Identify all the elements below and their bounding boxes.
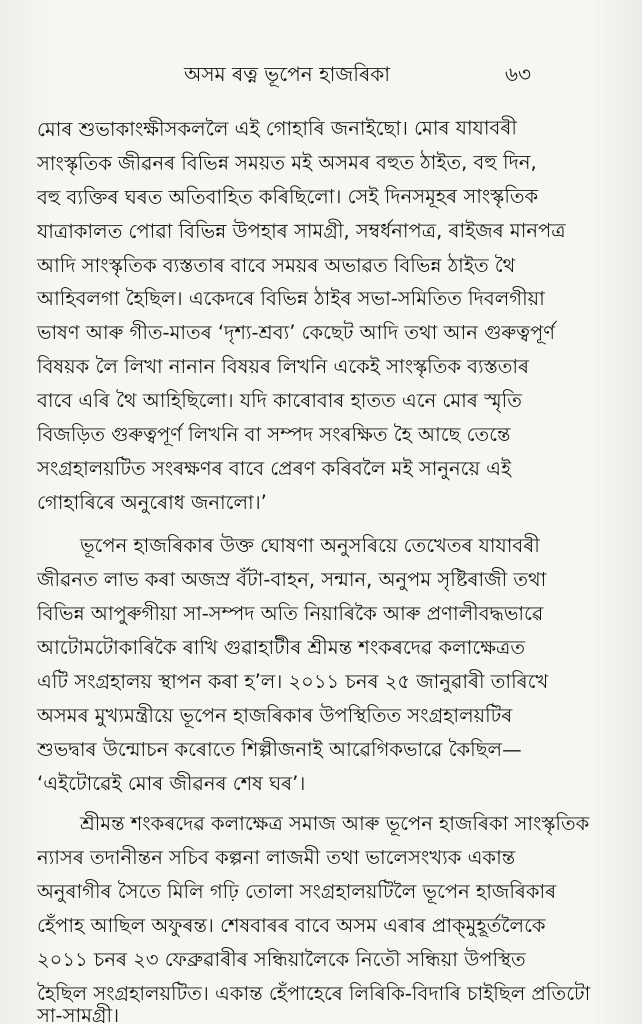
body-line: ভূপেন হাজৰিকাৰ উক্ত ঘোষণা অনুসৰিয়ে তেখেতৰ যাযাবৰী <box>80 534 540 557</box>
page-number: ৬৩ <box>505 62 532 86</box>
body-line: ২০১১ চনৰ ২৩ ফেব্ৰুৱাৰীৰ সন্ধিয়ালৈকে নিতৌ সন্ধিয়া উপস্থিত <box>37 948 526 971</box>
body-line: বিষয়ক লৈ লিখা নানান বিষয়ৰ লিখনি একেই সাংস্কৃতিক ব্যস্ততাৰ <box>37 355 529 378</box>
body-line: গোহাৰিৰে অনুৰোধ জনালো।’ <box>37 491 267 514</box>
body-line: বিভিন্ন আপুৰুগীয়া সা-সম্পদ অতি নিয়াৰিকৈ আৰু প্ৰণালীবদ্ধভাৱে <box>37 602 544 625</box>
body-line: বাবে এৰি থৈ আহিছিলো। যদি কাৰোবাৰ হাতত এনে মোৰ স্মৃতি <box>37 389 522 412</box>
body-line: অসমৰ মুখ্যমন্ত্ৰীয়ে ভূপেন হাজৰিকাৰ উপস্থিতিত সংগ্ৰহালয়টিৰ <box>37 704 513 727</box>
body-line: জীৱনত লাভ কৰা অজস্ৰ বঁটা-বাহন, সন্মান, অনুপম সৃষ্টিৰাজী তথা <box>37 568 547 591</box>
body-line: এটি সংগ্ৰহালয় স্থাপন কৰা হ’ল। ২০১১ চনৰ ২৫ জানুৱাৰী তাৰিখে <box>37 670 549 693</box>
body-line: সংগ্ৰহালয়টিত সংৰক্ষণৰ বাবে প্ৰেৰণ কৰিবলৈ মই সানুনয়ে এই <box>37 457 512 480</box>
body-line: ‘এইটোৱেই মোৰ জীৱনৰ শেষ ঘৰ’। <box>37 772 306 795</box>
body-line: ভাষণ আৰু গীত-মাতৰ ‘দৃশ্য-শ্ৰব্য’ কেছেট আদি তথা আন গুৰুত্বপূৰ্ণ <box>37 321 555 344</box>
page-header <box>0 60 642 90</box>
body-line: বহু ব্যক্তিৰ ঘৰত অতিবাহিত কৰিছিলো। সেই দিনসমূহৰ সাংস্কৃতিক <box>36 184 539 209</box>
body-line: যাত্ৰাকালত পোৱা বিভিন্ন উপহাৰ সামগ্ৰী, সম্বৰ্ধনাপত্ৰ, ৰাইজৰ মানপত্ৰ <box>36 219 566 243</box>
body-line: বিজড়িত গুৰুত্বপূৰ্ণ লিখনি বা সম্পদ সংৰক্ষিত হৈ আছে তেন্তে <box>37 423 511 446</box>
running-title: অসম ৰত্ন ভূপেন হাজৰিকা <box>184 62 391 86</box>
body-line: সা-সামগ্ৰী। <box>37 1004 120 1024</box>
body-line: শ্ৰীমন্ত শংকৰদেৱ কলাক্ষেত্ৰ সমাজ আৰু ভূপেন হাজৰিকা সাংস্কৃতিক <box>80 812 590 835</box>
body-line: মোৰ শুভাকাংক্ষীসকললৈ এই গোহাৰি জনাইছো। মোৰ যাযাবৰী <box>36 116 517 141</box>
body-line: আদি সাংস্কৃতিক ব্যস্ততাৰ বাবে সময়ৰ অভাৱত বিভিন্ন ঠাইত থৈ <box>37 254 516 277</box>
body-line: হেঁপাহ আছিল অফুৰন্ত। শেষবাৰৰ বাবে অসম এৰাৰ প্ৰাক্‌মুহূৰ্তলৈকে <box>37 914 546 937</box>
body-line: শুভদ্বাৰ উন্মোচন কৰোতে শিল্পীজনাই আৱেগিকভাৱে কৈছিল— <box>37 738 522 761</box>
body-line: আহিবলগা হৈছিল। একেদৰে বিভিন্ন ঠাইৰ সভা-সমিতিত দিবলগীয়া <box>37 287 545 310</box>
body-line: ন্যাসৰ তদানীন্তন সচিব কল্পনা লাজমী তথা ভালেসংখ্যক একান্ত <box>37 846 516 869</box>
body-line: আটোমটোকাৰিকৈ ৰাখি গুৱাহাটীৰ শ্ৰীমন্ত শংকৰদেৱ কলাক্ষেত্ৰত <box>37 636 525 659</box>
body-line: হৈছিল সংগ্ৰহালয়টিত। একান্ত হেঁপাহেৰে লিৰিকি-বিদাৰি চাইছিল প্ৰতিটো <box>37 982 591 1005</box>
body-line: অনুৰাগীৰ সৈতে মিলি গঢ়ি তোলা সংগ্ৰহালয়টিলৈ ভূপেন হাজৰিকাৰ <box>37 880 557 903</box>
body-line: সাংস্কৃতিক জীৱনৰ বিভিন্ন সময়ত মই অসমৰ বহুত ঠাইত, বহু দিন, <box>36 150 537 175</box>
